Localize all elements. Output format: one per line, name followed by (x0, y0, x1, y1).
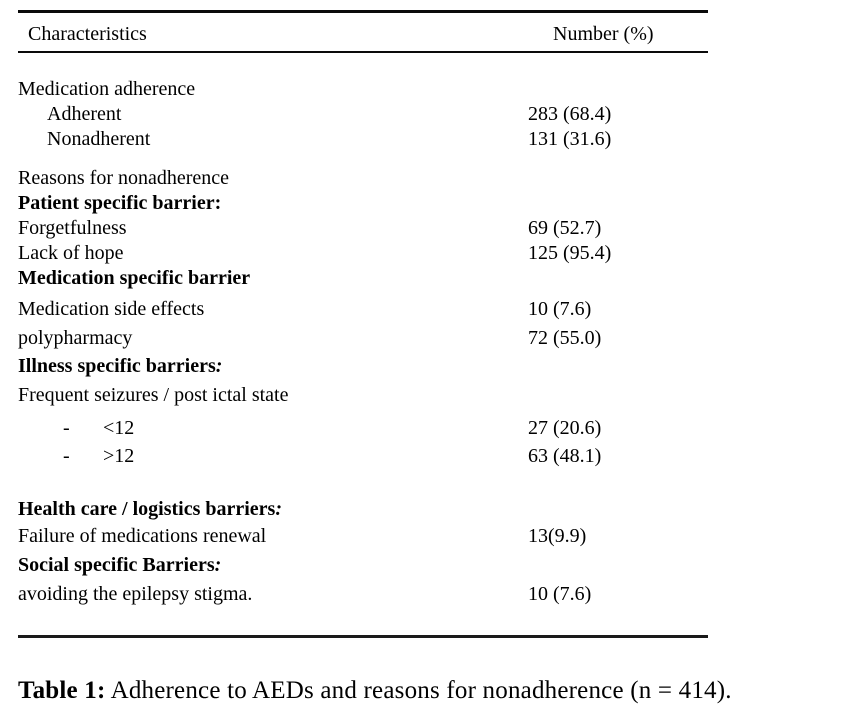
row-label-text: Health care / logistics barriers (18, 498, 276, 520)
row-label (18, 497, 528, 522)
row-value (528, 266, 708, 291)
row-value: 131 (31.6) (528, 128, 612, 150)
table-row-patient-specific-barrier (18, 191, 708, 216)
column-header-characteristics: Characteristics (28, 23, 147, 45)
row-label (18, 444, 528, 469)
table-header-row (18, 13, 708, 51)
table-row-illness-specific-barriers (18, 354, 708, 379)
table-row-seizures-lt-12 (18, 416, 708, 441)
row-value: 27 (20.6) (528, 417, 602, 439)
row-value (528, 77, 708, 102)
row-value (528, 383, 708, 408)
dash-bullet: - (63, 445, 70, 467)
caption-label: Table 1: (18, 677, 106, 704)
row-label-text: >12 (103, 445, 135, 467)
row-label: Adherent (47, 103, 122, 125)
row-value: 63 (48.1) (528, 445, 602, 467)
row-label: Patient specific barrier: (18, 192, 222, 214)
table-caption (18, 676, 845, 706)
row-label: Failure of medications renewal (18, 525, 267, 547)
row-value: 13(9.9) (528, 525, 587, 547)
row-label: Medication side effects (18, 298, 205, 320)
row-label: Medication specific barrier (18, 267, 251, 289)
table-row-health-care-logistics-barriers (18, 497, 708, 522)
table-body (18, 53, 708, 607)
row-label: Frequent seizures / post ictal state (18, 384, 289, 406)
table-row-polypharmacy (18, 326, 708, 351)
row-value (528, 354, 708, 379)
row-label: polypharmacy (18, 327, 133, 349)
row-label: Forgetfulness (18, 217, 127, 239)
row-label: Medication adherence (18, 78, 196, 100)
row-label: avoiding the epilepsy stigma. (18, 583, 253, 605)
table-row-reasons-for-nonadherence (18, 166, 708, 191)
row-label-colon: : (214, 554, 222, 576)
row-label-text: Illness specific barriers (18, 355, 216, 377)
dash-bullet: - (63, 417, 70, 439)
table-row-seizures-gt-12 (18, 444, 708, 469)
table-row-failure-medications-renewal (18, 524, 708, 549)
row-label-text: <12 (103, 417, 135, 439)
caption-text: Adherence to AEDs and reasons for nonadherence (n = 414). (105, 677, 732, 704)
row-label-colon: : (275, 498, 283, 520)
row-value (528, 166, 708, 191)
row-label (18, 354, 528, 379)
row-label: Nonadherent (47, 128, 151, 150)
table-row-avoiding-epilepsy-stigma (18, 582, 708, 607)
row-value (528, 553, 708, 578)
table-1 (18, 10, 708, 638)
table-row-nonadherent (18, 127, 708, 152)
row-label (18, 416, 528, 441)
table-row-lack-of-hope (18, 241, 708, 266)
row-label: Lack of hope (18, 242, 124, 264)
row-value (528, 191, 708, 216)
row-value: 10 (7.6) (528, 298, 592, 320)
row-label (18, 553, 528, 578)
row-label-colon: : (215, 355, 223, 377)
table-row-frequent-seizures (18, 383, 708, 408)
table-row-medication-specific-barrier (18, 266, 708, 291)
row-label-text: Social specific Barriers (18, 554, 215, 576)
row-value: 283 (68.4) (528, 103, 612, 125)
row-value (528, 497, 708, 522)
table-bottom-rule (18, 635, 708, 638)
table-row-medication-side-effects (18, 297, 708, 322)
column-header-number: Number (%) (553, 23, 654, 45)
table-row-medication-adherence (18, 77, 708, 102)
row-value: 69 (52.7) (528, 217, 602, 239)
row-label: Reasons for nonadherence (18, 167, 230, 189)
table-row-adherent (18, 102, 708, 127)
table-row-social-specific-barriers (18, 553, 708, 578)
row-value: 72 (55.0) (528, 327, 602, 349)
table-row-forgetfulness (18, 216, 708, 241)
row-value: 125 (95.4) (528, 242, 612, 264)
row-value: 10 (7.6) (528, 583, 592, 605)
